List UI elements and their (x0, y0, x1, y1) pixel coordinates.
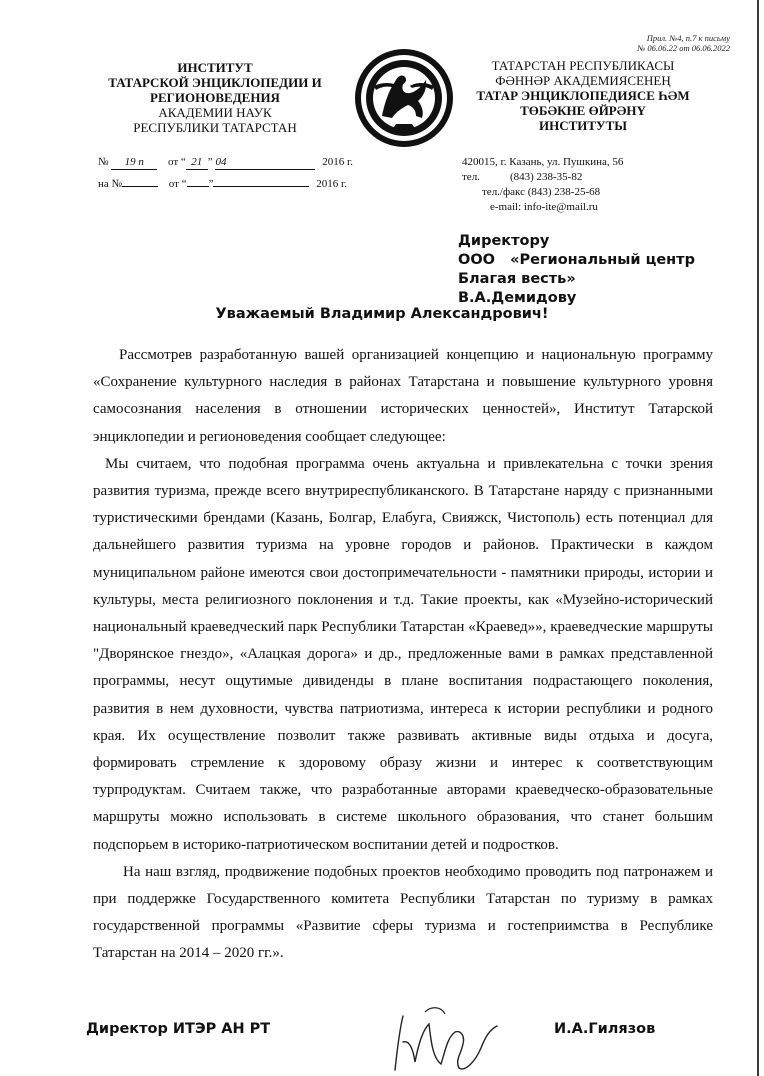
body-paragraph-3: На наш взгляд, продвижение подобных проектов необходимо проводить под патронажем и при поддержке Государственного комитета Республики Татарстан по туризму в рамках государственной программы «Развитие сферы туризма и гостеприимства в Республике Татарстан на 2014 – 2020 гг.». (93, 863, 713, 962)
header-left-line-5: РЕСПУБЛИКИ ТАТАРСТАН (133, 120, 297, 135)
phone-label: тел. (462, 171, 480, 183)
outgoing-number-line (98, 155, 353, 170)
email-address: e-mail: info-ite@mail.ru (490, 201, 598, 213)
salutation: Уважаемый Владимир Александрович! (215, 306, 549, 322)
letter-body (93, 342, 713, 968)
addressee-block (458, 232, 695, 308)
body-paragraph-2: Мы считаем, что подобная программа очень актуальна и привлекательна с точки зрения развития туризма, прежде всего внутриреспубликанского. В Татарстане наряду с признанными туристическими брендами (Казань, Болгар, Елабуга, Свияжск, Чистополь) есть потенциал для дальнейшего развития туризма на уровне городов и районов. Практически в каждом муниципальном районе имеются свои достопримечательности - памятники природы, истории и культуры, места религиозного поклонения и т.д. Такие проекты, как «Музейно-исторический национальный краеведческий парк Республики Татарстан «Краевед»», краеведческие маршруты "Дворянское гнездо», «Алацкая дорога» и др., предложенные вами в рамках представленной программы, несут ощутимые дивиденды в плане воспитания подрастающего поколения, развития в нем духовности, чувства патриотизма, интереса к истории республики и родного края. Их осуществление позволит также развивать активные виды отдыха и досуга, формировать стремление к здоровому образу жизни и интерес к соответствующим турпродуктам. Считаем также, что разработанные авторами краеведческо-образовательные маршруты можно использовать в системе школьного образования, что станет большим подспорьем в историко-патриотическом воспитании детей и подростков. (93, 455, 713, 853)
institute-address (462, 155, 662, 215)
stamp-line-1: Прил. №4, п.7 к письму (646, 33, 730, 43)
addressee-line-2: ООО «Региональный центр (458, 252, 695, 268)
coat-of-arms-emblem (352, 46, 456, 150)
on-number-label: на № (98, 178, 123, 190)
header-right-line-3: ТАТАР ЭНЦИКЛОПЕДИЯСЕ ҺӘМ (476, 88, 690, 103)
page-edge-line (757, 0, 759, 1076)
header-left-line-2: ТАТАРСКОЙ ЭНЦИКЛОПЕДИИ И (108, 75, 322, 90)
institute-header-russian (90, 60, 340, 135)
fax-label: тел./факс (482, 186, 525, 198)
incoming-number-line (98, 177, 347, 191)
addressee-line-3: Благая весть» (458, 271, 576, 287)
fax-number: (843) 238-25-68 (527, 186, 601, 198)
number-value: 19 п (111, 155, 157, 170)
attachment-stamp (612, 33, 730, 53)
day-value: 21 (186, 155, 208, 170)
phone-number: (843) 238-35-82 (509, 171, 583, 183)
year-value: 2016 г. (322, 156, 353, 168)
header-left-line-4: АКАДЕМИИ НАУК (158, 105, 272, 120)
header-left-line-1: ИНСТИТУТ (177, 60, 253, 75)
header-right-line-4: ТӨБӘКНЕ ӨЙРӘНҮ (520, 103, 646, 118)
month-value: 04 (215, 155, 315, 170)
header-right-line-5: ИНСТИТУТЫ (538, 118, 628, 133)
year-value-2: 2016 г. (316, 178, 347, 190)
address-street: 420015, г. Казань, ул. Пушкина, 56 (462, 156, 624, 168)
header-right-line-2: ФӘННӘР АКАДЕМИЯСЕНЕҢ (495, 73, 671, 88)
from-label-2: от “ (168, 178, 187, 190)
body-paragraph-1: Рассмотрев разработанную вашей организацией концепцию и национальную программу «Сохранение культурного наследия в районах Татарстана и повышение культурного уровня самосознания населения в отношении исторических ценностей», Институт Татарской энциклопедии и регионоведения сообщает следующее: (93, 347, 713, 445)
number-label: № (98, 156, 109, 168)
institute-header-tatar (458, 58, 708, 133)
header-left-line-3: РЕГИОНОВЕДЕНИЯ (150, 90, 280, 105)
signatory-title: Директор ИТЭР АН РТ (86, 1021, 271, 1037)
signatory-name: И.А.Гилязов (554, 1021, 656, 1037)
quote-close-2: ” (208, 178, 214, 190)
handwritten-signature (385, 1002, 505, 1076)
addressee-line-4: В.А.Демидову (458, 290, 577, 306)
quote-close: ” (207, 156, 213, 168)
stamp-line-2: № 06.06.22 от 06.06.2022 (637, 43, 730, 53)
addressee-line-1: Директору (458, 233, 550, 249)
header-right-line-1: ТАТАРСТАН РЕСПУБЛИКАСЫ (491, 58, 675, 73)
from-label: от “ (168, 156, 186, 168)
